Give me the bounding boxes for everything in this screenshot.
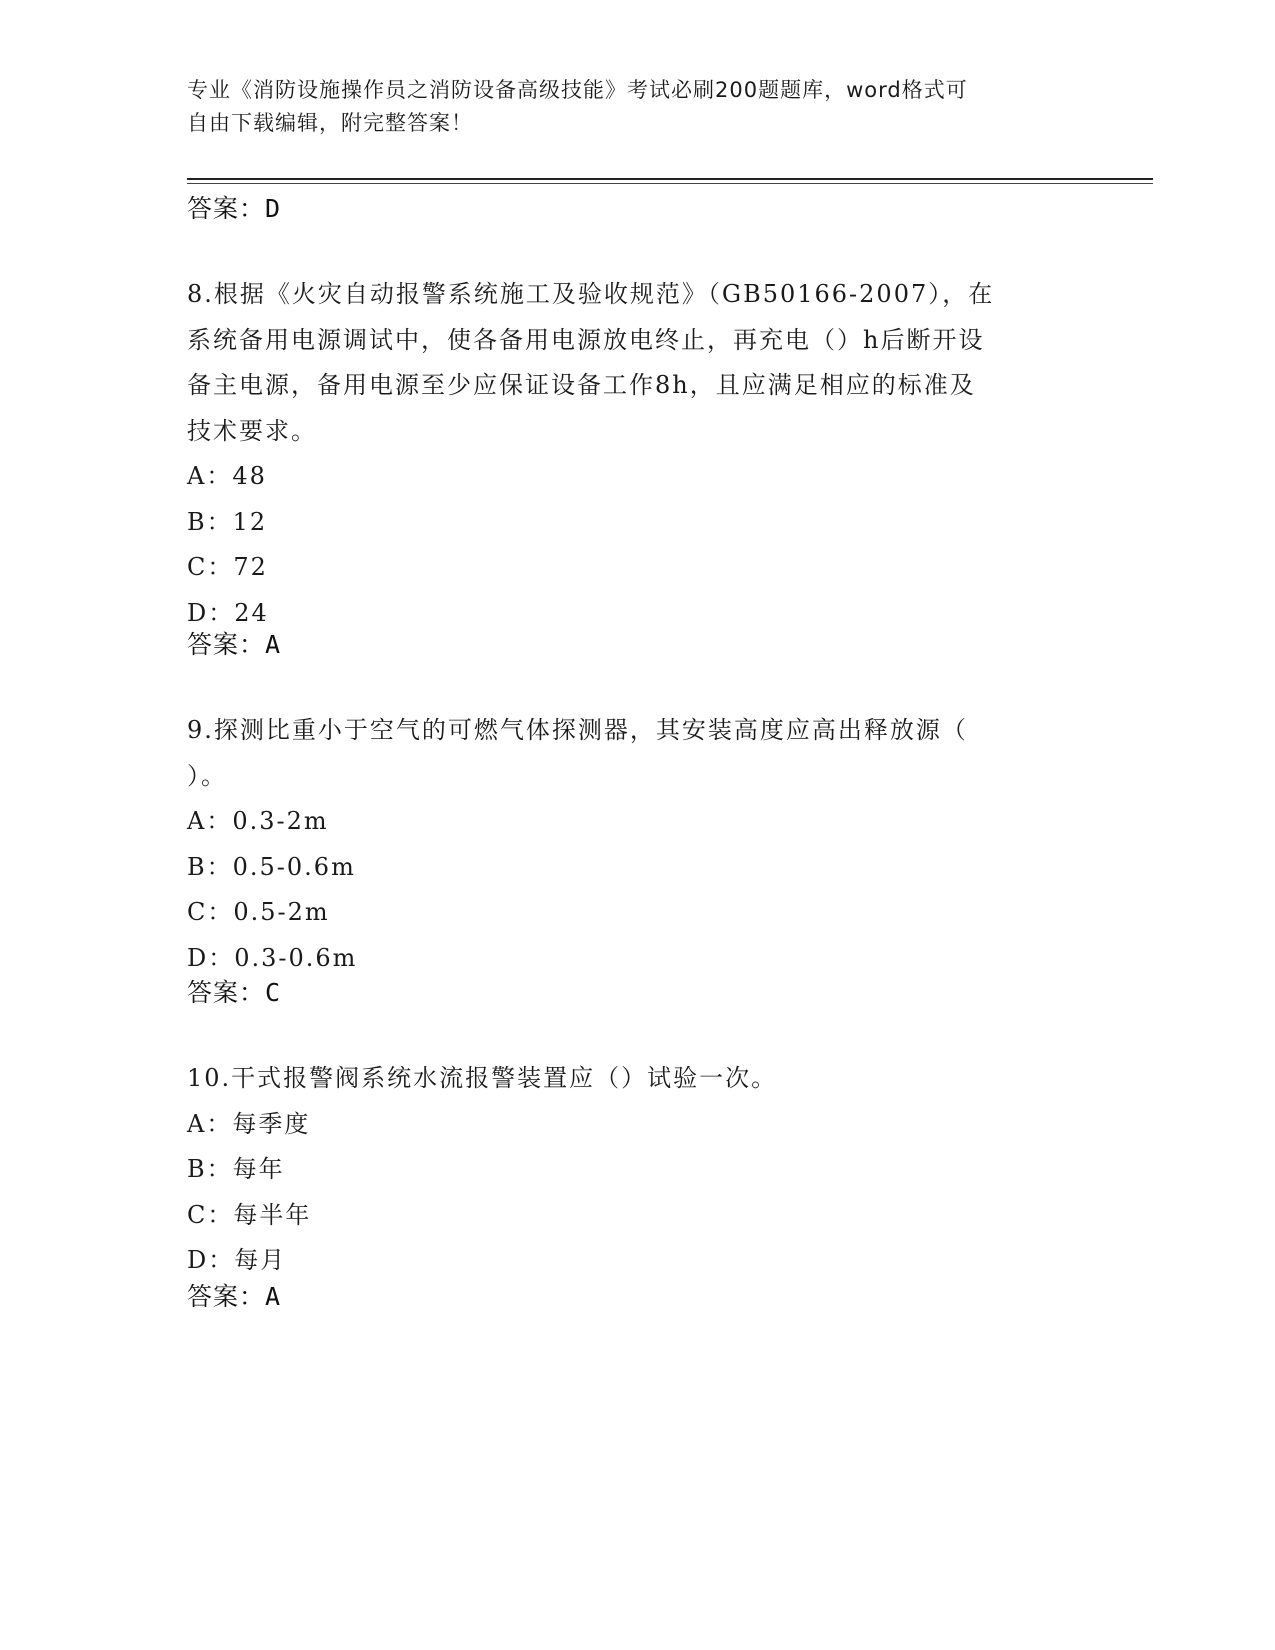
option-b: B：12 <box>187 507 268 536</box>
option-b: B：0.5-0.6m <box>187 852 356 881</box>
page-header <box>187 74 1067 140</box>
option-a: A：48 <box>187 462 267 490</box>
option-d: D：每月 <box>187 1246 287 1274</box>
question-8 <box>187 272 1087 636</box>
option-c: C：每半年 <box>187 1200 312 1229</box>
question-stem-line: 备主电源，备用电源至少应保证设备工作8h，且应满足相应的标准及 <box>187 371 976 399</box>
answer-q10: 答案：A <box>187 1282 282 1311</box>
header-line-1: 专业《消防设施操作员之消防设备高级技能》考试必刷200题题库，word格式可 <box>187 78 968 102</box>
option-d: D：0.3-0.6m <box>187 943 358 972</box>
header-divider <box>187 178 1153 180</box>
option-b: B：每年 <box>187 1155 285 1183</box>
question-10 <box>187 1056 1087 1284</box>
question-9 <box>187 708 1087 981</box>
option-c: C：0.5-2m <box>187 898 330 926</box>
answer-q8: 答案：A <box>187 630 282 659</box>
question-stem-line: 10.干式报警阀系统水流报警装置应（）试验一次。 <box>187 1064 778 1092</box>
question-stem-line: 9.探测比重小于空气的可燃气体探测器，其安装高度应高出释放源（ <box>187 716 968 744</box>
question-stem-line: 8.根据《火灾自动报警系统施工及验收规范》（GB50166-2007），在 <box>187 280 995 308</box>
option-a: A：0.3-2m <box>187 807 329 835</box>
option-d: D：24 <box>187 598 269 627</box>
header-divider-thin <box>187 183 1153 184</box>
question-stem-line: ）。 <box>187 761 227 790</box>
question-stem-line: 系统备用电源调试中，使各备用电源放电终止，再充电（）h后断开设 <box>187 325 985 354</box>
option-c: C：72 <box>187 553 268 581</box>
header-line-2: 自由下载编辑，附完整答案！ <box>187 111 473 135</box>
answer-q9: 答案：C <box>187 978 282 1007</box>
option-a: A：每季度 <box>187 1109 311 1138</box>
answer-q7: 答案：D <box>187 194 282 223</box>
question-stem-line: 技术要求。 <box>187 416 317 445</box>
